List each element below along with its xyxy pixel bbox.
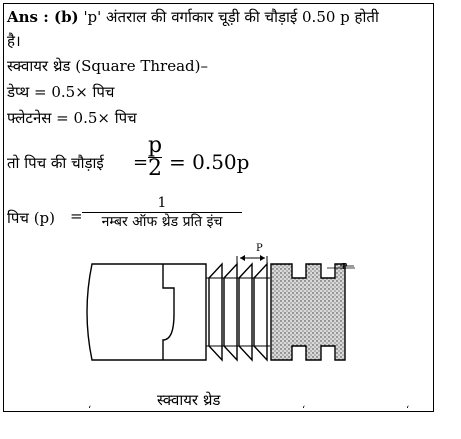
pitch-label-top: P <box>256 243 263 254</box>
square-thread-heading: स्क्वायर थ्रेड (Square Thread)– <box>7 57 208 75</box>
shank <box>87 264 206 360</box>
figure-caption: स्क्वायर थ्रेड <box>157 391 221 409</box>
stray-mark: ʻ <box>406 405 410 416</box>
pitch-width-prefix: तो पिच की चौड़ाई <box>7 154 104 172</box>
answer-text: 'p' अंतराल की वर्गाकार चूड़ी की चौड़ाई 0.50 p होती <box>83 8 379 26</box>
depth-line: डेप्थ = 0.5× पिच <box>7 83 115 101</box>
pitch-formula-denominator: नम्बर ऑफ थ्रेड प्रति इंच <box>101 214 223 230</box>
pitch-width-numerator: p <box>148 133 163 158</box>
stray-mark: ʻ <box>302 405 306 416</box>
pitch-formula-equals: = <box>70 207 83 225</box>
pitch-width-denominator: 2 <box>148 156 163 181</box>
stray-mark: ʻ <box>88 405 92 416</box>
pitch-formula-numerator: 1 <box>157 195 167 211</box>
answer-label: Ans : (b) <box>7 8 79 26</box>
pitch-width-result: = 0.50p <box>169 150 250 174</box>
answer-line-2: है। <box>7 32 21 50</box>
pitch-width-equals: = <box>133 152 149 173</box>
sectioned-thread <box>271 262 348 360</box>
flatness-line: फ्लेटनेस = 0.5× पिच <box>7 109 137 127</box>
pitch-formula-prefix: पिच (p) <box>7 209 56 227</box>
pitch-label-side: P <box>342 262 348 271</box>
